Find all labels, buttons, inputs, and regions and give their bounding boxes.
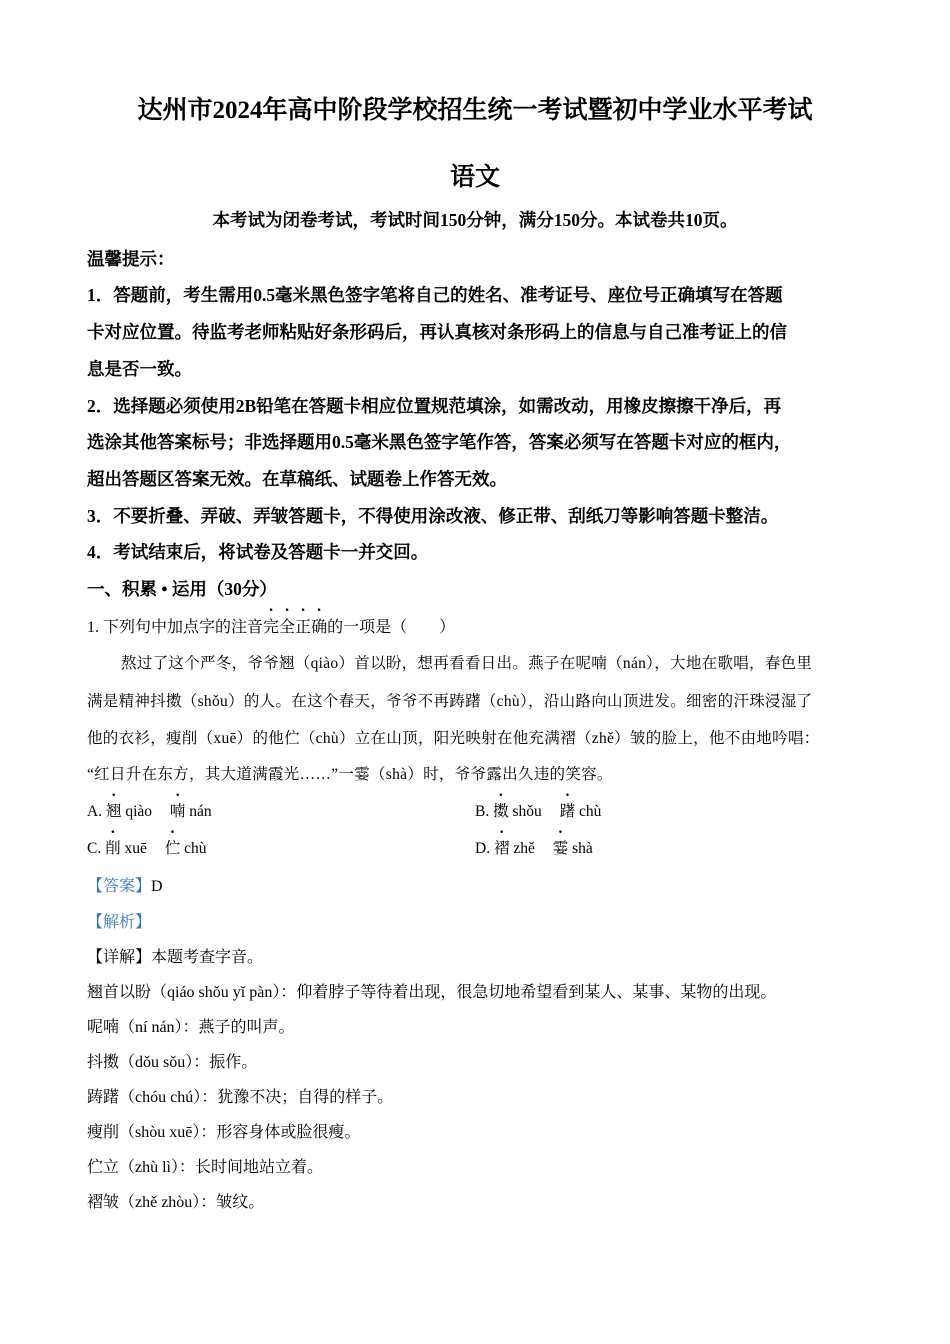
- option-char: 躇: [559, 803, 576, 820]
- passage-line: 熬过了这个严冬，爷爷翘（qiào）首以盼，想再看看日出。燕子在呢喃（nán），大地在歌唱，春色里: [121, 655, 813, 672]
- option-pinyin: chù: [184, 840, 207, 857]
- question-stem: [87, 614, 455, 637]
- analysis-line: 抖擞（dǒu sǒu）：振作。: [87, 1054, 258, 1071]
- exam-intro: 本考试为闭卷考试，考试时间150分钟，满分150分。本试卷共10页。: [212, 210, 738, 230]
- emphasis-char: 完: [263, 619, 280, 636]
- tip-line: 1．答题前，考生需用0.5毫米黑色签字笔将自己的姓名、准考证号、座位号正确填写在答题: [87, 285, 783, 305]
- passage-line: 满是精神抖擞（shǒu）的人。在这个春天，爷爷不再踌躇（chù），沿山路向山顶进发。细密的汗珠浸湿了: [87, 693, 813, 710]
- answer-value: D: [151, 878, 163, 895]
- tip-line: 超出答题区答案无效。在草稿纸、试题卷上作答无效。: [87, 469, 507, 489]
- analysis-line: 呢喃（ní nán）：燕子的叫声。: [87, 1019, 295, 1036]
- option-label: A.: [87, 803, 103, 820]
- option-char: 擞: [493, 803, 509, 820]
- option-pinyin: shǒu: [512, 803, 542, 820]
- option-char: 喃: [169, 803, 186, 820]
- tip-line: 2．选择题必须使用2B铅笔在答题卡相应位置规范填涂，如需改动，用橡皮擦擦干净后，再: [87, 396, 782, 416]
- analysis-line: 瘦削（shòu xuē）：形容身体或脸很瘦。: [87, 1124, 361, 1141]
- stem-after: 的一项是（ ）: [327, 619, 456, 636]
- analysis-line: 褶皱（zhě zhòu）：皱纹。: [87, 1194, 265, 1211]
- option-label: B.: [475, 803, 490, 820]
- option-a[interactable]: [87, 799, 212, 821]
- option-char: 伫: [164, 840, 181, 857]
- answer-label: 【答案】: [87, 878, 152, 895]
- option-pinyin: qiào: [125, 803, 153, 820]
- option-b[interactable]: [475, 799, 601, 821]
- option-c[interactable]: [87, 836, 207, 858]
- analysis-line: 翘首以盼（qiáo shǒu yǐ pàn）：仰着脖子等待着出现，很急切地希望看到某人、某事、某物的出现。: [87, 984, 777, 1001]
- option-pinyin: nán: [189, 803, 212, 820]
- analysis-line: 踌躇（chóu chú）：犹豫不决；自得的样子。: [87, 1089, 394, 1106]
- emphasis-char: 正: [295, 619, 312, 636]
- option-d[interactable]: [475, 836, 593, 858]
- stem-dotted: [263, 619, 327, 636]
- tip-line: 3．不要折叠、弄破、弄皱答题卡，不得使用涂改液、修正带、刮纸刀等影响答题卡整洁。: [87, 506, 779, 526]
- subject-title: 语文: [449, 164, 500, 191]
- tips-heading: 温馨提示：: [87, 249, 175, 269]
- analysis-label: 【解析】: [87, 914, 152, 931]
- option-pinyin: chù: [579, 803, 602, 820]
- option-char: 褶: [493, 840, 510, 857]
- option-pinyin: shà: [572, 840, 593, 857]
- option-label: D.: [475, 840, 491, 857]
- tip-line: 卡对应位置。待监考老师粘贴好条形码后，再认真核对条形码上的信息与自己准考证上的信: [87, 322, 787, 342]
- option-pinyin: xuē: [124, 840, 147, 857]
- passage-line: 他的衣衫，瘦削（xuē）的他伫（chù）立在山顶，阳光映射在他充满褶（zhě）皱的脸上，他不由地吟唱：: [87, 730, 820, 747]
- passage-line: “红日升在东方，其大道满霞光……”一霎（shà）时，爷爷露出久违的笑容。: [87, 766, 613, 783]
- option-char: 霎: [552, 840, 569, 857]
- option-char: 削: [105, 840, 121, 857]
- tip-line: 选涂其他答案标号；非选择题用0.5毫米黑色签字笔作答，答案必须写在答题卡对应的框内，: [87, 432, 792, 452]
- option-label: C.: [87, 840, 102, 857]
- section-heading: 一、积累 • 运用（30分）: [87, 579, 277, 599]
- emphasis-char: 全: [279, 619, 296, 636]
- tip-line: 4．考试结束后，将试卷及答题卡一并交回。: [87, 542, 429, 562]
- exam-title: 达州市2024年高中阶段学校招生统一考试暨初中学业水平考试: [137, 97, 813, 124]
- analysis-line: 伫立（zhù lì）：长时间地站立着。: [87, 1159, 323, 1176]
- option-char: 翘: [105, 803, 122, 820]
- answer-line: [87, 873, 163, 896]
- option-pinyin: zhě: [513, 840, 535, 857]
- emphasis-char: 确: [311, 619, 328, 636]
- stem-before: 1. 下列句中加点字的注音: [87, 619, 264, 636]
- analysis-detail: 【详解】本题考查字音。: [87, 949, 264, 966]
- tip-line: 息是否一致。: [87, 359, 192, 379]
